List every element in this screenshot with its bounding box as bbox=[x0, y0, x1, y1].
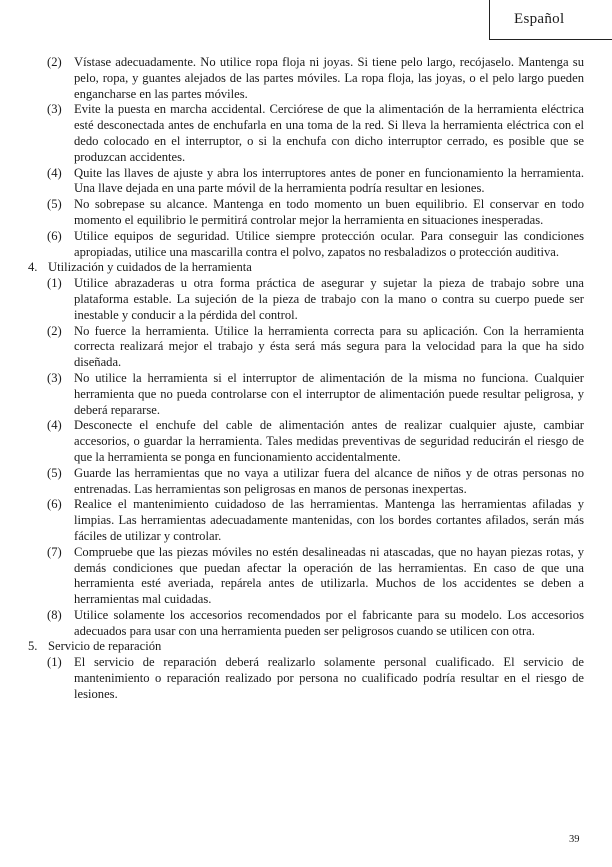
item-number: (1) bbox=[47, 276, 62, 291]
page-number: 39 bbox=[569, 834, 580, 845]
list-item bbox=[28, 55, 584, 102]
list-item bbox=[28, 655, 584, 702]
item-number: (6) bbox=[47, 497, 62, 512]
item-number: (2) bbox=[47, 323, 62, 338]
list-item bbox=[28, 229, 584, 261]
list-item bbox=[28, 371, 584, 418]
section-number: 4. bbox=[28, 260, 38, 275]
item-text: El servicio de reparación deberá realizarlo solamente personal cualificado. El servicio de mantenimiento o reparación realizado por persona no cualificado podría resultar en el riesgo de lesiones. bbox=[74, 655, 584, 701]
section-title: Servicio de reparación bbox=[48, 639, 162, 654]
list-item bbox=[28, 102, 584, 165]
item-text: Evite la puesta en marcha accidental. Cerciórese de que la alimentación de la herramienta eléctrica esté desconectada antes de enchufarla en una toma de la red. Si lleva la herramienta eléctrica con el dedo colocado en el interruptor, o si la enchufa con dicho interruptor cerrado, es posible que se produzcan accidentes. bbox=[74, 102, 584, 164]
list-item bbox=[28, 197, 584, 229]
item-number: (2) bbox=[47, 55, 62, 69]
list-item bbox=[28, 545, 584, 608]
item-number: (3) bbox=[47, 102, 62, 117]
list-item bbox=[28, 608, 584, 640]
item-number: (4) bbox=[47, 418, 62, 433]
item-text: Vístase adecuadamente. No utilice ropa floja ni joyas. Si tiene pelo largo, recójaselo. Mantenga su pelo, ropa, y guantes alejados de las partes móviles. La ropa floja, las joyas, o el pelo largo pueden engancharse en las partes móviles. bbox=[74, 55, 584, 101]
language-label: Español bbox=[514, 11, 565, 27]
document-body bbox=[28, 55, 584, 703]
item-text: Realice el mantenimiento cuidadoso de las herramientas. Mantenga las herramientas afiladas y limpias. Las herramientas adecuadamente mantenidas, con los bordes cortantes afilados, serán más fáciles de utilizar y controlar. bbox=[74, 497, 584, 543]
item-number: (4) bbox=[47, 165, 62, 180]
list-item bbox=[28, 324, 584, 371]
item-number: (5) bbox=[47, 197, 62, 212]
list-item bbox=[28, 466, 584, 498]
language-tab bbox=[489, 0, 612, 40]
list-item bbox=[28, 418, 584, 465]
item-text: No fuerce la herramienta. Utilice la herramienta correcta para su aplicación. Con la herramienta correcta realizará mejor el trabajo y ésta será más segura para la velocidad para la que ha sido diseñada. bbox=[74, 323, 584, 370]
section-number: 5. bbox=[28, 639, 38, 654]
item-number: (3) bbox=[47, 370, 62, 385]
item-text: Utilice equipos de seguridad. Utilice siempre protección ocular. Para conseguir las condiciones apropiadas, utilice una mascarilla contra el polvo, zapatos no resbaladizos o protección auditiva. bbox=[74, 228, 584, 259]
list-item bbox=[28, 276, 584, 323]
section-heading bbox=[28, 260, 584, 276]
section-heading bbox=[28, 639, 584, 655]
item-text: No sobrepase su alcance. Mantenga en todo momento un buen equilibrio. El conservar en todo momento el equilibrio le permitirá controlar mejor la herramienta en situaciones inesperadas. bbox=[74, 197, 584, 227]
list-item bbox=[28, 166, 584, 198]
item-text: No utilice la herramienta si el interruptor de alimentación de la misma no funciona. Cualquier herramienta que no pueda controlarse con el interruptor de alimentación puede resultar peligrosa, y deberá repararse. bbox=[74, 370, 584, 417]
list-item bbox=[28, 497, 584, 544]
item-text: Desconecte el enchufe del cable de alimentación antes de realizar cualquier ajuste, cambiar accesorios, o guardar la herramienta. Tales medidas preventivas de seguridad reducirán el riesgo de que la herramienta se ponga en funcionamiento accidentalmente. bbox=[74, 418, 584, 464]
item-text: Compruebe que las piezas móviles no estén desalineadas ni atascadas, que no hayan piezas rotas, y demás condiciones que puedan afectar la operación de las herramientas. En caso de que una herramienta esté averiada, repárela antes de utilizarla. Muchos de los accidentes se deben a herramientas mal cuidadas. bbox=[74, 544, 584, 607]
item-text: Quite las llaves de ajuste y abra los interruptores antes de poner en funcionamiento la herramienta. Una llave dejada en una parte móvil de la herramienta podría resultar en lesiones. bbox=[74, 165, 584, 196]
item-text: Utilice solamente los accesorios recomendados por el fabricante para su modelo. Los accesorios adecuados para usar con una herramienta pueden ser peligrosos cuando se utilicen con otra. bbox=[74, 607, 584, 638]
item-number: (8) bbox=[47, 607, 62, 622]
item-number: (1) bbox=[47, 655, 62, 670]
section-title: Utilización y cuidados de la herramienta bbox=[48, 260, 252, 275]
item-number: (6) bbox=[47, 228, 62, 243]
item-number: (5) bbox=[47, 465, 62, 480]
item-text: Guarde las herramientas que no vaya a utilizar fuera del alcance de niños y de otras personas no entrenadas. Las herramientas son peligrosas en manos de personas inexpertas. bbox=[74, 465, 584, 496]
item-text: Utilice abrazaderas u otra forma práctica de asegurar y sujetar la pieza de trabajo sobre una plataforma estable. La sujeción de la pieza de trabajo con la mano o contra su cuerpo puede ser inestable y conducir a la pérdida del control. bbox=[74, 276, 584, 322]
item-number: (7) bbox=[47, 544, 62, 559]
